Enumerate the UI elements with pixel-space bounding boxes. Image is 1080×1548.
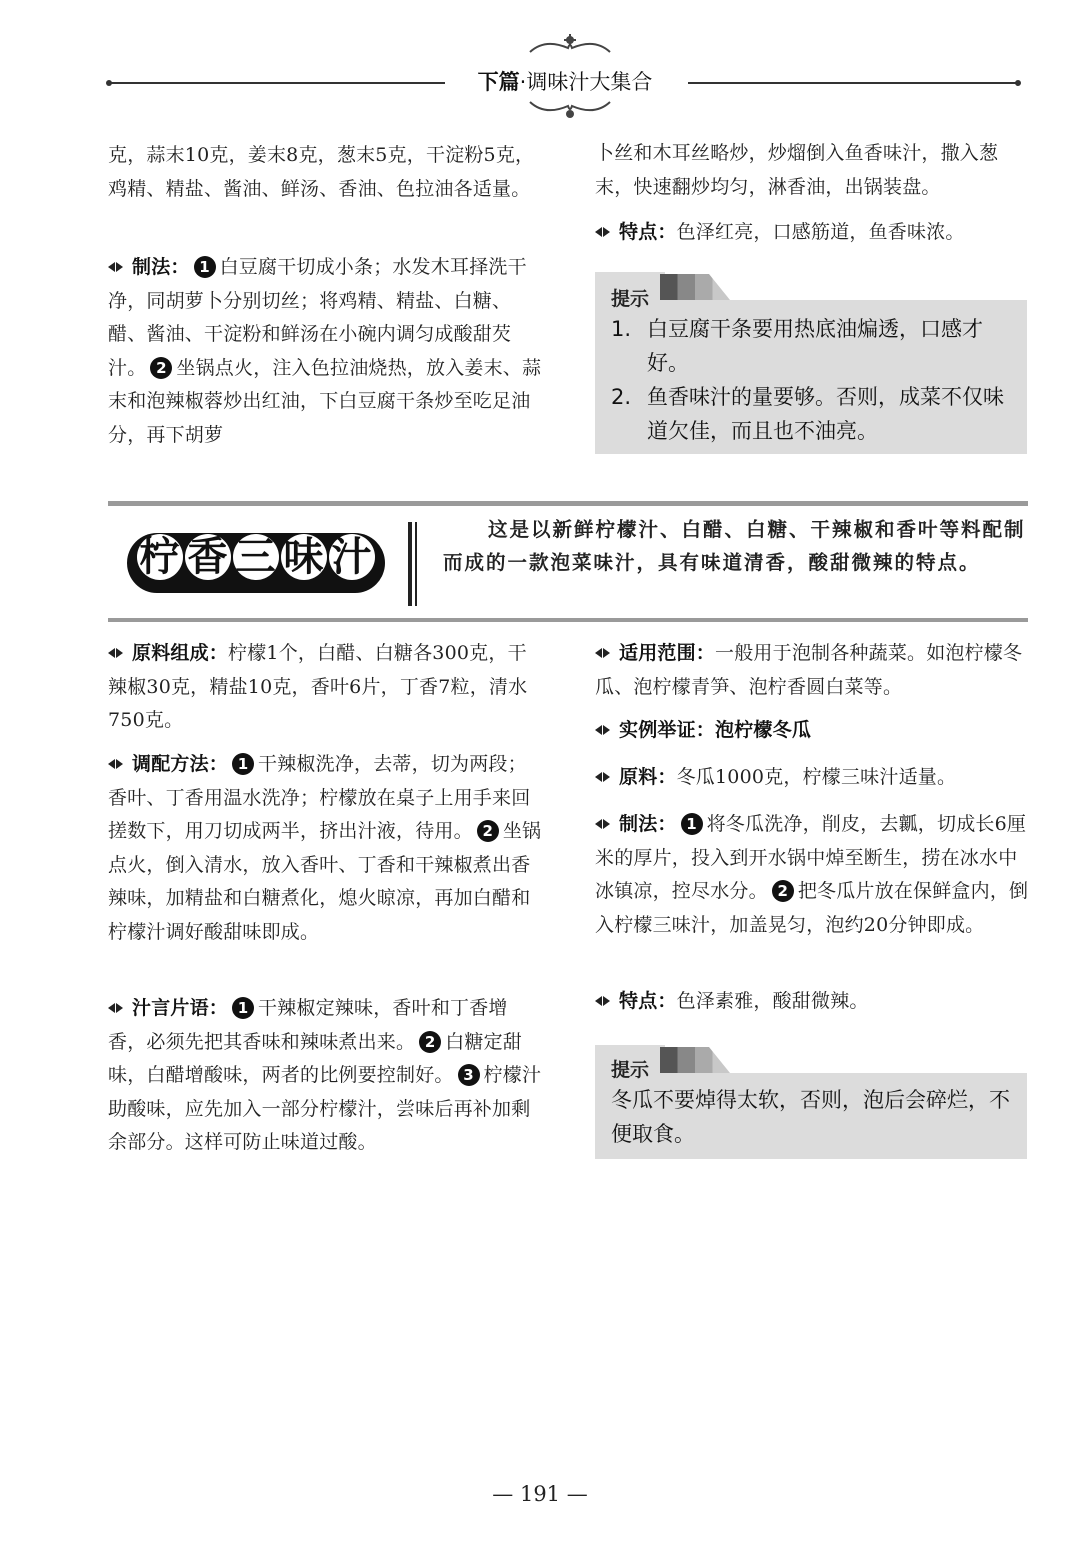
feature-label: 特点： <box>619 990 677 1012</box>
notes-step2-text: 白糖定甜味，白醋增酸味，两者的比例要控制好。 <box>108 1030 523 1086</box>
preparation-label: 调配方法： <box>132 753 229 775</box>
page-number: — 191 — <box>492 1482 588 1506</box>
ingredients-text: 柠檬1个，白醋、白糖各300克，干辣椒30克，精盐10克，香叶6片，丁香7粒，清水750克。 <box>108 642 528 731</box>
section-divider-bar-thin <box>415 522 417 606</box>
step-number-1-icon: 1 <box>232 997 254 1019</box>
bullet-icon <box>108 260 126 274</box>
tip-item <box>611 380 1016 448</box>
ingredients-tail-text: 克，蒜末10克，姜末8克，葱末5克，干淀粉5克，鸡精、精盐、酱油、鲜汤、香油、色拉油各适量。 <box>108 144 535 200</box>
right-method-block <box>595 808 1030 942</box>
notes-label: 汁言片语： <box>132 997 229 1019</box>
material-block <box>595 761 1030 795</box>
step-number-2-icon: 2 <box>477 820 499 842</box>
ingredients-label: 原料组成： <box>132 642 229 664</box>
section-title-char: 味 <box>281 534 327 580</box>
section-title-char: 香 <box>185 534 231 580</box>
section-title-char: 柠 <box>137 534 183 580</box>
preparation-block <box>108 748 543 949</box>
preparation-step1-text: 干辣椒洗净，去蒂，切为两段；香叶、丁香用温水洗净；柠檬放在桌子上用手来回搓数下，用刀切成两半，挤出汁液，待用。 <box>108 753 531 842</box>
step-number-2-icon: 2 <box>772 880 794 902</box>
step-number-1-icon: 1 <box>232 753 254 775</box>
tip-list <box>611 312 1016 448</box>
right-method-step2-text: 把冬瓜片放在保鲜盒内，倒入柠檬三味汁，加盖晃匀，泡约20分钟即成。 <box>595 880 1029 936</box>
tip-item-number: 2. <box>611 385 632 409</box>
step-number-2-icon: 2 <box>150 357 172 379</box>
top-left-ingredients <box>108 139 543 206</box>
header-separator: · <box>519 70 527 94</box>
notes-step3-text: 柠檬汁助酸味，应先加入一部分柠檬汁，尝味后再补加剩余部分。这样可防止味道过酸。 <box>108 1064 542 1153</box>
feature-text: 色泽素雅，酸甜微辣。 <box>676 990 869 1012</box>
tip-title: 提示 <box>611 1059 650 1081</box>
scope-block <box>595 637 1030 704</box>
section-band-bottom <box>108 618 1028 622</box>
header-section: 调味汁大集合 <box>526 70 653 94</box>
tip-title: 提示 <box>611 288 650 310</box>
section-divider-bar <box>408 522 412 606</box>
tip-box-bottom <box>595 1045 1027 1159</box>
scope-text: 一般用于泡制各种蔬菜。如泡柠檬冬瓜、泡柠檬青笋、泡柠香圆白菜等。 <box>595 642 1023 698</box>
tip-stripe-icon <box>660 274 730 300</box>
tip-item-text: 鱼香味汁的量要够。否则，成菜不仅味道欠佳，而且也不油亮。 <box>647 385 1004 443</box>
right-method-step1-text: 将冬瓜洗净，削皮，去瓤，切成长6厘米的厚片，投入到开水锅中焯至断生，捞在冰水中冰镇凉，控尽水分。 <box>595 813 1027 902</box>
top-left-method <box>108 251 543 452</box>
method-label: 制法： <box>619 813 677 835</box>
feature-label: 特点： <box>619 221 677 243</box>
example-text: 泡柠檬冬瓜 <box>715 719 812 741</box>
header-part: 下篇 <box>477 70 520 94</box>
bullet-icon <box>108 646 126 660</box>
material-label: 原料： <box>619 766 677 788</box>
scope-label: 适用范围： <box>619 642 716 664</box>
top-right-feature <box>595 216 1030 250</box>
bullet-icon <box>595 770 613 784</box>
notes-block <box>108 992 543 1160</box>
method-step2-left-text: 坐锅点火，注入色拉油烧热，放入姜末、蒜末和泡辣椒蓉炒出红油，下白豆腐干条炒至吃足油分，再下胡萝 <box>108 356 542 446</box>
bullet-icon <box>595 994 613 1008</box>
method-label: 制法： <box>132 256 190 278</box>
ingredients-block <box>108 637 543 738</box>
header-rule-right-dot <box>1015 80 1021 86</box>
bullet-icon <box>595 646 613 660</box>
section-title-badge <box>127 533 385 593</box>
method-step2-right-text: 卜丝和木耳丝略炒，炒熘倒入鱼香味汁，撒入葱末，快速翻炒均匀，淋香油，出锅装盘。 <box>595 142 999 198</box>
tip-item <box>611 312 1016 380</box>
header-rule-left <box>110 82 445 84</box>
step-number-1-icon: 1 <box>681 813 703 835</box>
bullet-icon <box>595 817 613 831</box>
bullet-icon <box>108 1001 126 1015</box>
tip-item-number: 1. <box>611 317 632 341</box>
material-text: 冬瓜1000克，柠檬三味汁适量。 <box>676 766 957 788</box>
header-title <box>440 66 690 96</box>
step-number-3-icon: 3 <box>458 1064 480 1086</box>
step-number-2-icon: 2 <box>419 1031 441 1053</box>
section-title-char: 三 <box>233 534 279 580</box>
preparation-step2-text: 坐锅点火，倒入清水，放入香叶、丁香和干辣椒煮出香辣味，加精盐和白糖煮化，熄火晾凉，再加白醋和柠檬汁调好酸甜味即成。 <box>108 820 542 943</box>
bullet-icon <box>108 757 126 771</box>
tip-text: 冬瓜不要焯得太软，否则，泡后会碎烂，不便取食。 <box>611 1088 1010 1146</box>
tip-box-top <box>595 272 1027 454</box>
feature-text: 色泽红亮，口感筋道，鱼香味浓。 <box>676 221 965 243</box>
example-block <box>595 714 1030 748</box>
section-title-char: 汁 <box>329 534 375 580</box>
header-rule-right <box>688 82 1018 84</box>
bullet-icon <box>595 225 613 239</box>
step-number-1-icon: 1 <box>194 256 216 278</box>
top-right-method-cont <box>595 137 1030 204</box>
section-intro-text: 这是以新鲜柠檬汁、白醋、白糖、干辣椒和香叶等料配制而成的一款泡菜味汁，具有味道清香，酸甜微辣的特点。 <box>443 518 1026 574</box>
tip-item-text: 白豆腐干条要用热底油煸透，口感才好。 <box>647 317 983 375</box>
bullet-icon <box>595 723 613 737</box>
example-label: 实例举证： <box>619 719 716 741</box>
notes-step1-text: 干辣椒定辣味，香叶和丁香增香，必须先把其香味和辣味煮出来。 <box>108 997 508 1053</box>
section-intro <box>443 513 1028 579</box>
method-step1-text: 白豆腐干切成小条；水发木耳择洗干净，同胡萝卜分别切丝；将鸡精、精盐、白糖、醋、酱油、干淀粉和鲜汤在小碗内调匀成酸甜芡汁。 <box>108 256 527 379</box>
right-feature-block <box>595 985 1030 1019</box>
tip-stripe-icon <box>660 1047 730 1073</box>
section-band-top <box>108 501 1028 506</box>
